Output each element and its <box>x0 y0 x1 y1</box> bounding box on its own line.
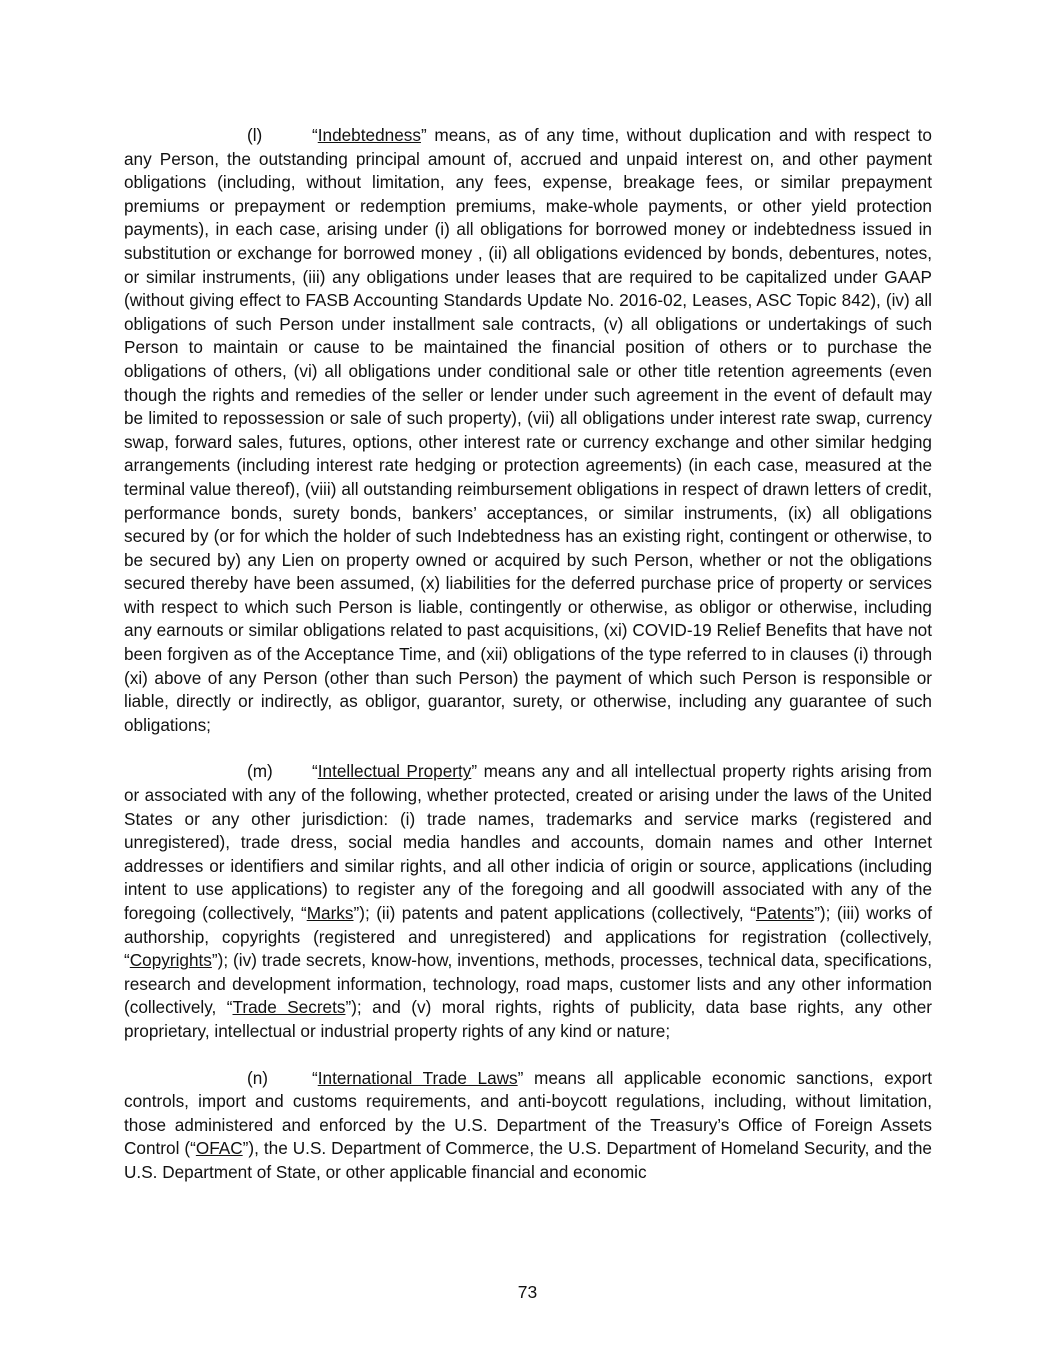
defined-term: Marks <box>306 903 354 923</box>
defined-term: Indebtedness <box>317 125 421 145</box>
defined-term: OFAC <box>195 1138 243 1159</box>
clause-label: (l) <box>247 125 263 145</box>
definition-paragraph <box>124 760 932 1043</box>
clause-text: “Indebtedness” means, as of any time, without duplication and with respect to any Person, the outstanding principal amount of, accrued and unpaid interest on, and other payment obligations (including, without limitation, any fees, expense, breakage fees, or similar prepayment premiums or prepayment or redemption premiums, make-whole payments, or other yield protection payments), in each case, arising under (i) all obligations for borrowed money or indebtedness issued in substitution or exchange for borrowed money , (ii) all obligations evidenced by bonds, debentures, notes, or similar instruments, (iii) any obligations under leases that are required to be capitalized under GAAP (without giving effect to FASB Accounting Standards Update No. 2016-02, Leases, ASC Topic 842), (iv) all obligations of such Person under installment sale contracts, (v) all obligations or undertakings of such Person to maintain or cause to be maintained the financial position of others or to purchase the obligations of others, (vi) all obligations under conditional sale or other title retention agreements (even though the rights and remedies of the seller or lender under such agreement in the event of default may be limited to repossession or sale of such property), (vii) all obligations under interest rate swap, currency swap, forward sales, futures, options, other interest rate or currency exchange and other similar hedging arrangements (including interest rate hedging or protection agreements) (in each case, measured at the terminal value thereof), (viii) all outstanding reimbursement obligations in respect of drawn letters of credit, performance bonds, surety bonds, bankers’ acceptances, or similar instruments, (ix) all obligations secured by (or for which the holder of such Indebtedness has an existing right, contingent or otherwise, to be secured by) any Lien on property owned or acquired by such Person, whether or not the obligations secured thereby have been assumed, (x) liabilities for the deferred purchase price of property or services with respect to which such Person is liable, contingently or otherwise, as obligor or otherwise, including any earnouts or similar obligations related to past acquisitions, (xi) COVID-19 Relief Benefits that have not been forgiven as of the Acceptance Time, and (xii) obligations of the type referred to in clauses (i) through (xi) above of any Person (other than such Person) the payment of which such Person is responsible or liable, directly or indirectly, as obligor, guarantor, surety, or otherwise, including any guarantee of such obligations; <box>124 125 932 735</box>
defined-term: Patents <box>755 903 815 923</box>
clause-text: “International Trade Laws” means all applicable economic sanctions, export controls, import and customs requirements, and anti-boycott regulations, including, without limitation, those administered and enforced by the U.S. Department of the Treasury’s Office of Foreign Assets Control (“OFAC”), the U.S. Department of Commerce, the U.S. Department of Homeland Security, and the U.S. Department of State, or other applicable financial and economic <box>124 1067 932 1182</box>
defined-term: International Trade Laws <box>317 1067 518 1088</box>
document-body <box>124 124 932 1185</box>
clause-label: (n) <box>247 1067 269 1088</box>
defined-term: Copyrights <box>129 950 212 971</box>
page-number: 73 <box>517 1282 538 1302</box>
defined-term: Intellectual Property <box>317 761 472 782</box>
clause-label: (m) <box>247 761 273 782</box>
definition-paragraph <box>124 1067 932 1185</box>
clause-text: “Intellectual Property” means any and all intellectual property rights arising from or associated with any of the following, whether protected, created or arising under the laws of the United States or any other jurisdiction: (i) trade names, trademarks and service marks (registered and unregistered), trade dress, social media handles and accounts, domain names and other Internet addresses or identifiers and similar rights, and all other indicia of origin or source, applications (including intent to use applications) to register any of the foregoing and all goodwill associated with any of the foregoing (collectively, “Marks”); (ii) patents and patent applications (collectively, “Patents”); (iii) works of authorship, copyrights (registered and unregistered) and applications for registration (collectively, “Copyrights”); (iv) trade secrets, know-how, inventions, methods, processes, technical data, specifications, research and development information, technology, road maps, customer lists and any other information (collectively, “Trade Secrets”); and (v) moral rights, rights of publicity, data base rights, any other proprietary, intellectual or industrial property rights of any kind or nature; <box>124 761 932 1041</box>
defined-term: Trade Secrets <box>232 997 346 1018</box>
definition-paragraph <box>124 124 932 737</box>
